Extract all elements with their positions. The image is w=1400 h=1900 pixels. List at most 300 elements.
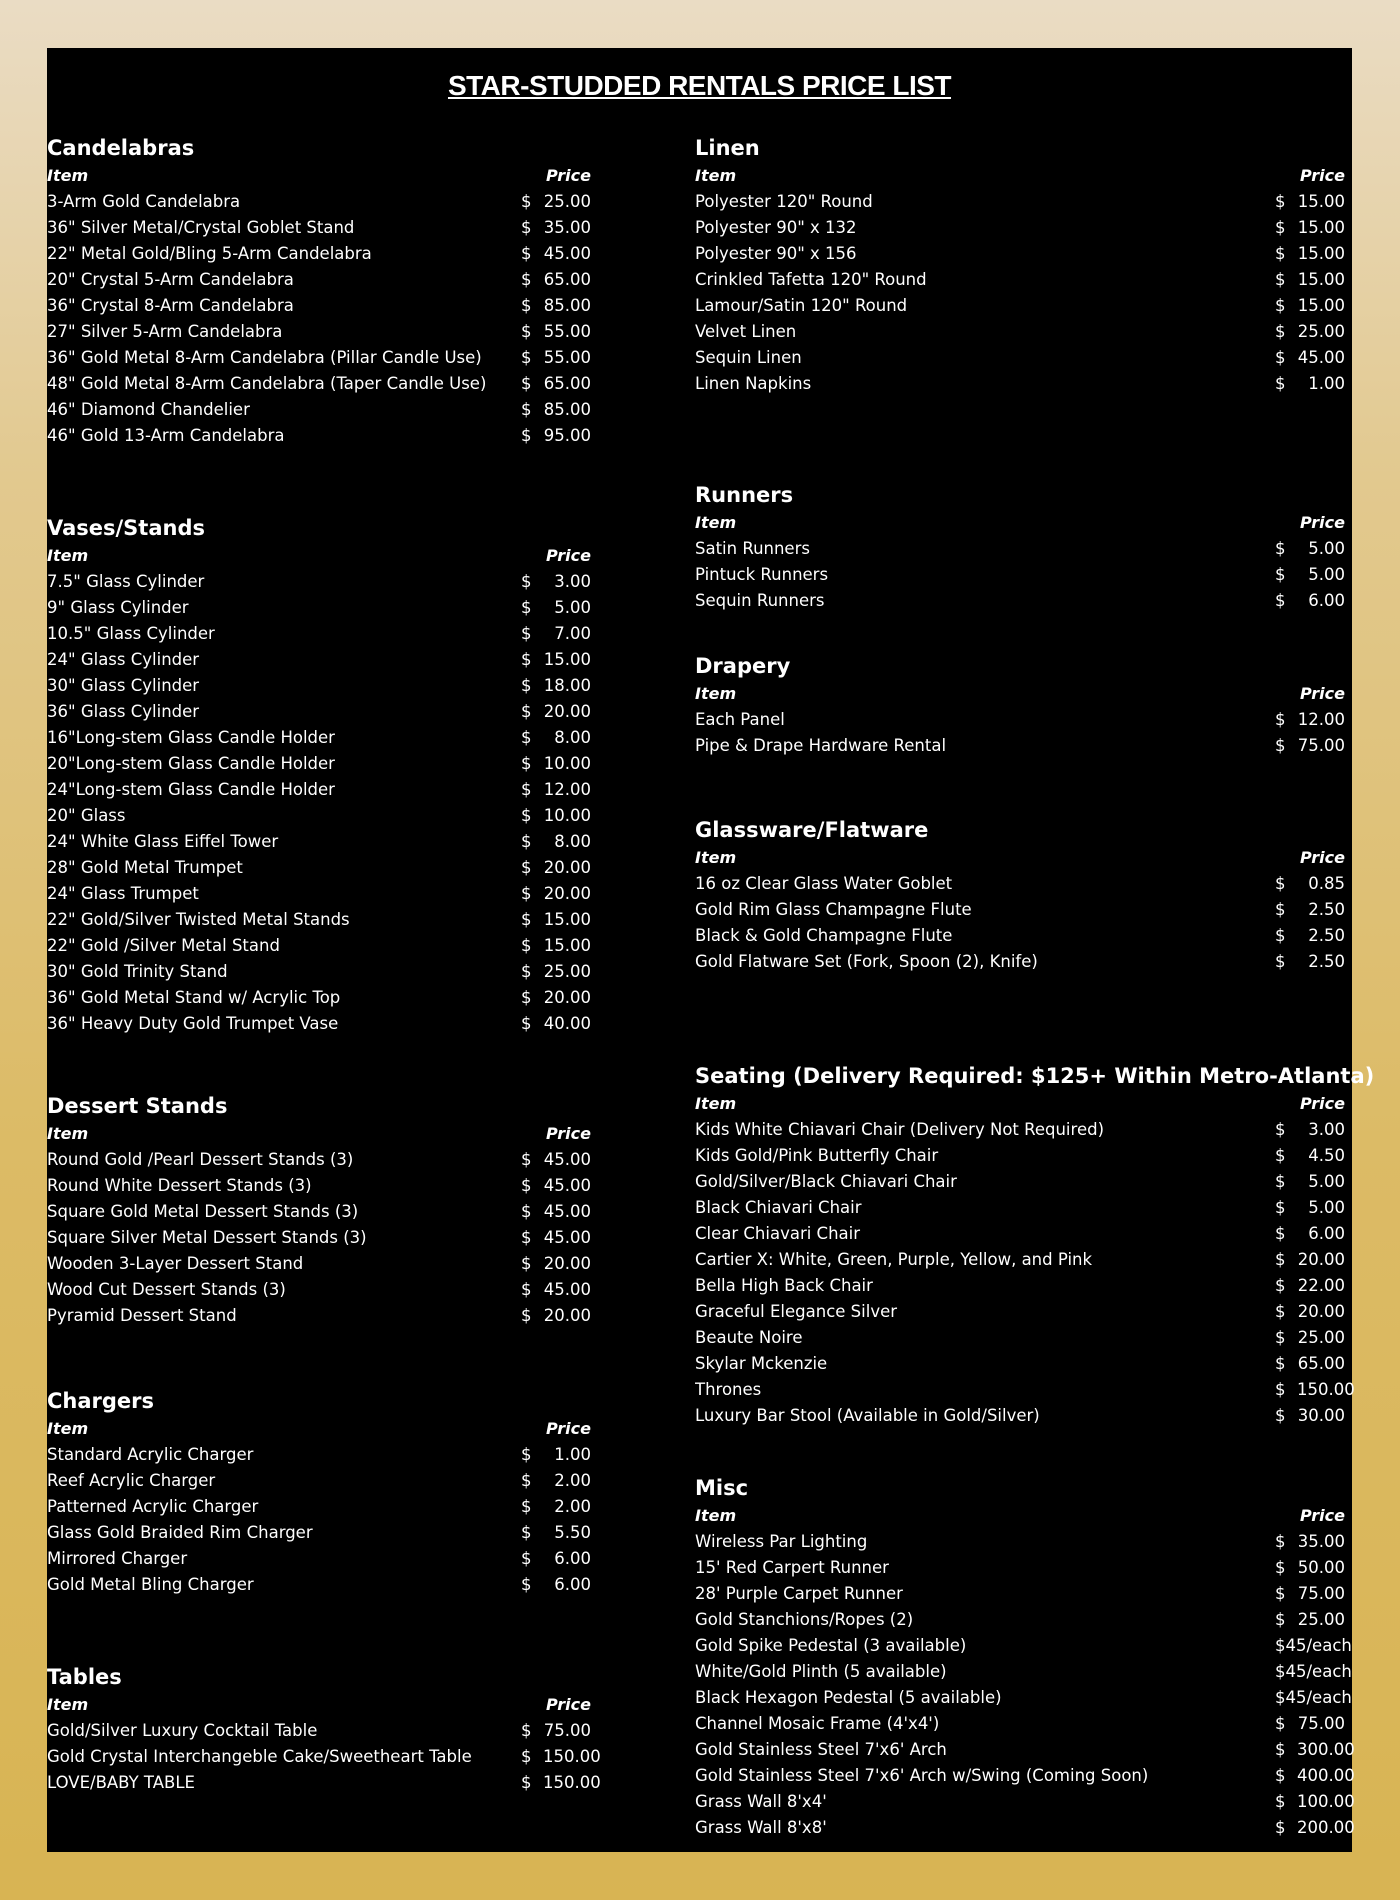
item-price: 5.00 <box>1308 539 1345 558</box>
item-name: 36" Heavy Duty Gold Trumpet Vase <box>47 1014 339 1033</box>
price-row <box>47 319 591 345</box>
price-column-header: Price <box>1300 513 1345 532</box>
currency-symbol: $ <box>1275 270 1286 289</box>
currency-symbol: $ <box>521 702 532 721</box>
item-name: 36" Crystal 8-Arm Candelabra <box>47 296 294 315</box>
currency-symbol: $ <box>1275 1558 1286 1577</box>
currency-symbol: $ <box>1275 1532 1286 1551</box>
price-row <box>47 1520 591 1546</box>
item-price: 15.00 <box>1297 270 1345 289</box>
item-name: Wood Cut Dessert Stands (3) <box>47 1280 286 1299</box>
item-name: Gold Stanchions/Ropes (2) <box>695 1610 914 1629</box>
item-name: Cartier X: White, Green, Purple, Yellow, and Pink <box>695 1250 1093 1269</box>
item-price: 10.00 <box>543 754 591 773</box>
item-name: 22" Gold/Silver Twisted Metal Stands <box>47 910 350 929</box>
item-column-header: Item <box>695 166 737 185</box>
item-price: 85.00 <box>543 296 591 315</box>
section-title: Runners <box>695 483 794 507</box>
currency-symbol: $ <box>521 1202 532 1221</box>
currency-symbol: $ <box>1275 900 1286 919</box>
currency-symbol: $ <box>1275 1328 1286 1347</box>
currency-symbol: $ <box>1275 348 1286 367</box>
item-price: 30.00 <box>1297 1406 1345 1425</box>
price-row <box>47 673 591 699</box>
column-header-row <box>47 1692 591 1718</box>
item-column-header: Item <box>47 1124 89 1143</box>
price-row <box>47 1718 591 1744</box>
currency-symbol: $ <box>521 1575 532 1594</box>
item-price: 3.00 <box>1308 1120 1345 1139</box>
item-price: 1.00 <box>1308 374 1345 393</box>
item-column-header: Item <box>695 684 737 703</box>
item-name: Satin Runners <box>695 539 810 558</box>
price-row <box>47 751 591 777</box>
item-name: Glass Gold Braided Rim Charger <box>47 1523 313 1542</box>
item-price: 5.00 <box>1308 1172 1345 1191</box>
item-name: Linen Napkins <box>695 374 812 393</box>
currency-symbol: $ <box>1275 1302 1286 1321</box>
currency-symbol: $ <box>521 426 532 445</box>
price-row <box>695 949 1345 975</box>
item-price: 75.00 <box>1297 1584 1345 1603</box>
item-name: Gold Spike Pedestal (3 available) <box>695 1636 967 1655</box>
item-name: Thrones <box>695 1380 762 1399</box>
currency-symbol: $ <box>1275 1276 1286 1295</box>
currency-symbol: $ <box>521 348 532 367</box>
item-price: 55.00 <box>543 322 591 341</box>
item-price: 20.00 <box>1297 1302 1345 1321</box>
section-vases-stands <box>47 513 591 1037</box>
currency-symbol: $ <box>521 728 532 747</box>
price-row <box>47 1199 591 1225</box>
price-row <box>47 777 591 803</box>
currency-symbol: $ <box>1275 1714 1286 1733</box>
currency-symbol: $ <box>1275 1818 1286 1837</box>
price-row <box>695 345 1345 371</box>
section-title: Glassware/Flatware <box>695 818 929 842</box>
item-name: Mirrored Charger <box>47 1549 188 1568</box>
section-title: Vases/Stands <box>47 516 206 540</box>
item-price: 18.00 <box>543 676 591 695</box>
price-row <box>695 241 1345 267</box>
currency-symbol: $ <box>1275 565 1286 584</box>
currency-symbol: $ <box>521 1280 532 1299</box>
item-name: 28" Gold Metal Trumpet <box>47 858 243 877</box>
item-price: 25.00 <box>1297 1328 1345 1347</box>
price-row <box>695 1581 1345 1607</box>
price-row <box>695 1403 1345 1429</box>
price-row <box>47 803 591 829</box>
section-tables <box>47 1662 601 1796</box>
item-price: 4.50 <box>1308 1146 1345 1165</box>
section-glassware-flatware <box>695 815 1345 975</box>
item-price: 20.00 <box>543 988 591 1007</box>
item-name: 20" Glass <box>47 806 126 825</box>
column-header-row <box>47 163 591 189</box>
item-price: 1.00 <box>554 1445 591 1464</box>
item-price: 20.00 <box>543 1254 591 1273</box>
item-name: 9" Glass Cylinder <box>47 598 189 617</box>
item-price: 12.00 <box>543 780 591 799</box>
price-row <box>47 933 591 959</box>
price-column-header: Price <box>1300 1094 1345 1113</box>
currency-symbol: $ <box>521 270 532 289</box>
item-column-header: Item <box>47 546 89 565</box>
price-row <box>695 1529 1345 1555</box>
item-name: Round Gold /Pearl Dessert Stands (3) <box>47 1150 354 1169</box>
item-price: 15.00 <box>1297 296 1345 315</box>
item-name: Square Silver Metal Dessert Stands (3) <box>47 1228 367 1247</box>
item-name: 16"Long-stem Glass Candle Holder <box>47 728 335 747</box>
item-name: 20"Long-stem Glass Candle Holder <box>47 754 335 773</box>
item-name: 24"Long-stem Glass Candle Holder <box>47 780 335 799</box>
item-price: 15.00 <box>543 650 591 669</box>
item-column-header: Item <box>47 1419 89 1438</box>
item-price: 15.00 <box>1297 244 1345 263</box>
section-title: Linen <box>695 136 760 160</box>
item-price: 400.00 <box>1297 1766 1355 1785</box>
price-row <box>47 371 591 397</box>
item-price: 6.00 <box>1308 591 1345 610</box>
item-price: 15.00 <box>543 910 591 929</box>
item-price: 20.00 <box>1297 1250 1345 1269</box>
item-name: Polyester 90" x 156 <box>695 244 857 263</box>
currency-symbol: $ <box>521 780 532 799</box>
currency-symbol: $ <box>521 1523 532 1542</box>
item-name: 7.5" Glass Cylinder <box>47 572 205 591</box>
currency-symbol: $ <box>521 936 532 955</box>
price-row <box>47 725 591 751</box>
price-row <box>695 1169 1345 1195</box>
price-row <box>695 1607 1345 1633</box>
column-header-row <box>695 845 1345 871</box>
item-price: 45.00 <box>543 1228 591 1247</box>
item-name: 24" White Glass Eiffel Tower <box>47 832 279 851</box>
price-row <box>47 1572 591 1598</box>
item-name: Grass Wall 8'x8' <box>695 1818 827 1837</box>
section-seating <box>695 1061 1375 1429</box>
currency-symbol: $ <box>521 910 532 929</box>
item-name: Lamour/Satin 120" Round <box>695 296 908 315</box>
item-price: 35.00 <box>543 218 591 237</box>
item-name: 10.5" Glass Cylinder <box>47 624 215 643</box>
item-name: 24" Glass Trumpet <box>47 884 199 903</box>
price-row <box>695 293 1345 319</box>
item-price: 100.00 <box>1297 1792 1355 1811</box>
item-name: Patterned Acrylic Charger <box>47 1497 259 1516</box>
item-price: 10.00 <box>543 806 591 825</box>
item-name: Graceful Elegance Silver <box>695 1302 898 1321</box>
price-row <box>47 189 591 215</box>
price-row <box>695 319 1345 345</box>
column-header-row <box>695 510 1345 536</box>
currency-symbol: $ <box>1275 244 1286 263</box>
item-name: 30" Gold Trinity Stand <box>47 962 228 981</box>
price-column-header: Price <box>546 1124 591 1143</box>
price-row <box>695 267 1345 293</box>
currency-symbol: $ <box>521 192 532 211</box>
price-row <box>695 1815 1355 1841</box>
item-name: Kids White Chiavari Chair (Delivery Not Required) <box>695 1120 1105 1139</box>
currency-symbol: $ <box>521 1014 532 1033</box>
page-title: STAR-STUDDED RENTALS PRICE LIST <box>447 70 952 101</box>
item-price: 6.00 <box>554 1575 591 1594</box>
section-title: Tables <box>47 1665 122 1689</box>
item-name: 15' Red Carpert Runner <box>695 1558 889 1577</box>
item-name: 36" Glass Cylinder <box>47 702 200 721</box>
price-column-header: Price <box>1300 684 1345 703</box>
price-row <box>47 647 591 673</box>
item-name: Sequin Runners <box>695 591 825 610</box>
item-name: 27" Silver 5-Arm Candelabra <box>47 322 283 341</box>
item-name: Gold Rim Glass Champagne Flute <box>695 900 972 919</box>
currency-symbol: $ <box>521 1150 532 1169</box>
price-row <box>695 1685 1352 1711</box>
section-linen <box>695 133 1345 397</box>
item-name: White/Gold Plinth (5 available) <box>695 1662 947 1681</box>
item-price: 45.00 <box>543 1202 591 1221</box>
currency-symbol: $ <box>1275 218 1286 237</box>
currency-symbol: $ <box>1275 874 1286 893</box>
column-header-row <box>47 543 591 569</box>
currency-symbol: $ <box>521 884 532 903</box>
item-name: Polyester 120" Round <box>695 192 873 211</box>
item-name: Square Gold Metal Dessert Stands (3) <box>47 1202 359 1221</box>
currency-symbol: $ <box>521 296 532 315</box>
column-header-row <box>47 1121 591 1147</box>
item-name: 22" Gold /Silver Metal Stand <box>47 936 280 955</box>
item-price: 150.00 <box>543 1773 601 1792</box>
item-price: 8.00 <box>554 728 591 747</box>
currency-symbol: $ <box>1275 736 1286 755</box>
item-name: Clear Chiavari Chair <box>695 1224 861 1243</box>
price-row <box>695 1763 1355 1789</box>
section-title: Misc <box>695 1476 749 1500</box>
item-name: Crinkled Tafetta 120" Round <box>695 270 927 289</box>
currency-symbol: $ <box>521 218 532 237</box>
item-name: Gold Crystal Interchangeble Cake/Sweetheart Table <box>47 1747 472 1766</box>
price-row <box>47 1277 591 1303</box>
item-price: 150.00 <box>1297 1380 1355 1399</box>
item-price: 20.00 <box>543 702 591 721</box>
section-runners <box>695 480 1345 614</box>
item-price: $45/each <box>1275 1636 1352 1655</box>
item-name: Sequin Linen <box>695 348 802 367</box>
price-row <box>695 215 1345 241</box>
price-row <box>695 1351 1345 1377</box>
item-name: Reef Acrylic Charger <box>47 1471 216 1490</box>
item-price: 25.00 <box>543 192 591 211</box>
section-drapery <box>695 651 1345 759</box>
price-column-header: Price <box>1300 166 1345 185</box>
item-name: Beaute Noire <box>695 1328 803 1347</box>
currency-symbol: $ <box>1275 539 1286 558</box>
price-row <box>47 1251 591 1277</box>
price-row <box>695 1789 1355 1815</box>
item-column-header: Item <box>47 166 89 185</box>
item-price: 2.00 <box>554 1471 591 1490</box>
price-row <box>695 536 1345 562</box>
currency-symbol: $ <box>521 1176 532 1195</box>
item-column-header: Item <box>695 513 737 532</box>
item-price: 5.00 <box>1308 1198 1345 1217</box>
price-row <box>47 1546 591 1572</box>
section-title: Seating (Delivery Required: $125+ Within Metro-Atlanta) <box>695 1064 1375 1088</box>
currency-symbol: $ <box>521 1445 532 1464</box>
price-row <box>695 371 1345 397</box>
item-price: 50.00 <box>1297 1558 1345 1577</box>
currency-symbol: $ <box>1275 1766 1286 1785</box>
item-price: 0.85 <box>1308 874 1345 893</box>
currency-symbol: $ <box>521 806 532 825</box>
price-row <box>47 959 591 985</box>
column-header-row <box>695 1091 1345 1117</box>
item-name: Black & Gold Champagne Flute <box>695 926 953 945</box>
item-name: Wireless Par Lighting <box>695 1532 868 1551</box>
item-column-header: Item <box>47 1695 89 1714</box>
price-row <box>47 699 591 725</box>
currency-symbol: $ <box>521 676 532 695</box>
price-row <box>47 267 591 293</box>
item-name: Gold Stainless Steel 7'x6' Arch w/Swing (Coming Soon) <box>695 1766 1149 1785</box>
price-column-header: Price <box>546 546 591 565</box>
item-price: 2.50 <box>1308 952 1345 971</box>
currency-symbol: $ <box>1275 374 1286 393</box>
currency-symbol: $ <box>521 988 532 1007</box>
price-list-sheet <box>47 48 1375 1852</box>
currency-symbol: $ <box>1275 926 1286 945</box>
item-price: 25.00 <box>1297 1610 1345 1629</box>
price-row <box>695 189 1345 215</box>
item-price: 6.00 <box>554 1549 591 1568</box>
price-row <box>695 1633 1352 1659</box>
item-name: 36" Gold Metal 8-Arm Candelabra (Pillar Candle Use) <box>47 348 482 367</box>
price-row <box>47 855 591 881</box>
price-row <box>47 1468 591 1494</box>
price-row <box>47 1303 591 1329</box>
item-price: 40.00 <box>543 1014 591 1033</box>
item-price: 65.00 <box>543 374 591 393</box>
price-row <box>47 1147 591 1173</box>
currency-symbol: $ <box>1275 1224 1286 1243</box>
price-row <box>695 871 1345 897</box>
price-row <box>47 829 591 855</box>
item-price: 65.00 <box>543 270 591 289</box>
item-name: Wooden 3-Layer Dessert Stand <box>47 1254 304 1273</box>
price-row <box>47 1744 601 1770</box>
currency-symbol: $ <box>1275 1406 1286 1425</box>
item-name: Gold/Silver/Black Chiavari Chair <box>695 1172 957 1191</box>
item-column-header: Item <box>695 1506 737 1525</box>
item-name: 36" Gold Metal Stand w/ Acrylic Top <box>47 988 341 1007</box>
item-name: 16 oz Clear Glass Water Goblet <box>695 874 953 893</box>
item-name: Black Hexagon Pedestal (5 available) <box>695 1688 1002 1707</box>
currency-symbol: $ <box>521 832 532 851</box>
item-name: 28' Purple Carpet Runner <box>695 1584 903 1603</box>
item-price: 20.00 <box>543 1306 591 1325</box>
item-name: 48" Gold Metal 8-Arm Candelabra (Taper Candle Use) <box>47 374 487 393</box>
price-row <box>47 345 591 371</box>
item-name: 46" Gold 13-Arm Candelabra <box>47 426 285 445</box>
price-row <box>695 1325 1345 1351</box>
price-row <box>47 423 591 449</box>
item-price: 300.00 <box>1297 1740 1355 1759</box>
item-name: Gold Flatware Set (Fork, Spoon (2), Knife) <box>695 952 1038 971</box>
item-name: 22" Metal Gold/Bling 5-Arm Candelabra <box>47 244 372 263</box>
item-price: 22.00 <box>1297 1276 1345 1295</box>
price-row <box>695 733 1345 759</box>
item-price: 55.00 <box>543 348 591 367</box>
item-price: 35.00 <box>1297 1532 1345 1551</box>
section-title: Candelabras <box>47 136 195 160</box>
column-header-row <box>695 681 1345 707</box>
price-row <box>695 923 1345 949</box>
item-name: Skylar Mckenzie <box>695 1354 828 1373</box>
item-name: Round White Dessert Stands (3) <box>47 1176 312 1195</box>
price-row <box>47 881 591 907</box>
currency-symbol: $ <box>521 962 532 981</box>
price-row <box>695 1711 1345 1737</box>
item-name: Kids Gold/Pink Butterfly Chair <box>695 1146 939 1165</box>
item-column-header: Item <box>695 1094 737 1113</box>
item-price: 45.00 <box>543 1176 591 1195</box>
currency-symbol: $ <box>1275 1584 1286 1603</box>
price-row <box>695 562 1345 588</box>
currency-symbol: $ <box>521 858 532 877</box>
currency-symbol: $ <box>521 1228 532 1247</box>
item-price: 5.50 <box>554 1523 591 1542</box>
item-price: 45.00 <box>543 244 591 263</box>
currency-symbol: $ <box>1275 1198 1286 1217</box>
price-row <box>47 1173 591 1199</box>
currency-symbol: $ <box>1275 710 1286 729</box>
column-header-row <box>47 1416 591 1442</box>
price-row <box>695 1221 1345 1247</box>
price-row <box>695 1195 1345 1221</box>
price-row <box>47 1011 591 1037</box>
price-row <box>695 707 1345 733</box>
currency-symbol: $ <box>521 374 532 393</box>
currency-symbol: $ <box>521 624 532 643</box>
currency-symbol: $ <box>521 1773 532 1792</box>
price-row <box>695 1143 1345 1169</box>
price-row <box>47 621 591 647</box>
price-row <box>47 985 591 1011</box>
currency-symbol: $ <box>521 400 532 419</box>
item-name: Gold Metal Bling Charger <box>47 1575 254 1594</box>
column-header-row <box>695 1503 1345 1529</box>
currency-symbol: $ <box>521 1747 532 1766</box>
section-title: Chargers <box>47 1389 155 1413</box>
item-name: Standard Acrylic Charger <box>47 1445 254 1464</box>
item-price: 45.00 <box>1297 348 1345 367</box>
item-name: Each Panel <box>695 710 785 729</box>
item-price: 8.00 <box>554 832 591 851</box>
item-name: Pipe & Drape Hardware Rental <box>695 736 947 755</box>
item-price: 5.00 <box>1308 565 1345 584</box>
item-price: 20.00 <box>543 884 591 903</box>
price-row <box>695 1247 1345 1273</box>
currency-symbol: $ <box>521 1721 532 1740</box>
item-name: 24" Glass Cylinder <box>47 650 200 669</box>
item-price: 5.00 <box>554 598 591 617</box>
item-price: 6.00 <box>1308 1224 1345 1243</box>
item-price: 75.00 <box>1297 736 1345 755</box>
section-dessert-stands <box>47 1091 591 1329</box>
item-price: 75.00 <box>543 1721 591 1740</box>
price-row <box>47 595 591 621</box>
item-name: Pyramid Dessert Stand <box>47 1306 237 1325</box>
